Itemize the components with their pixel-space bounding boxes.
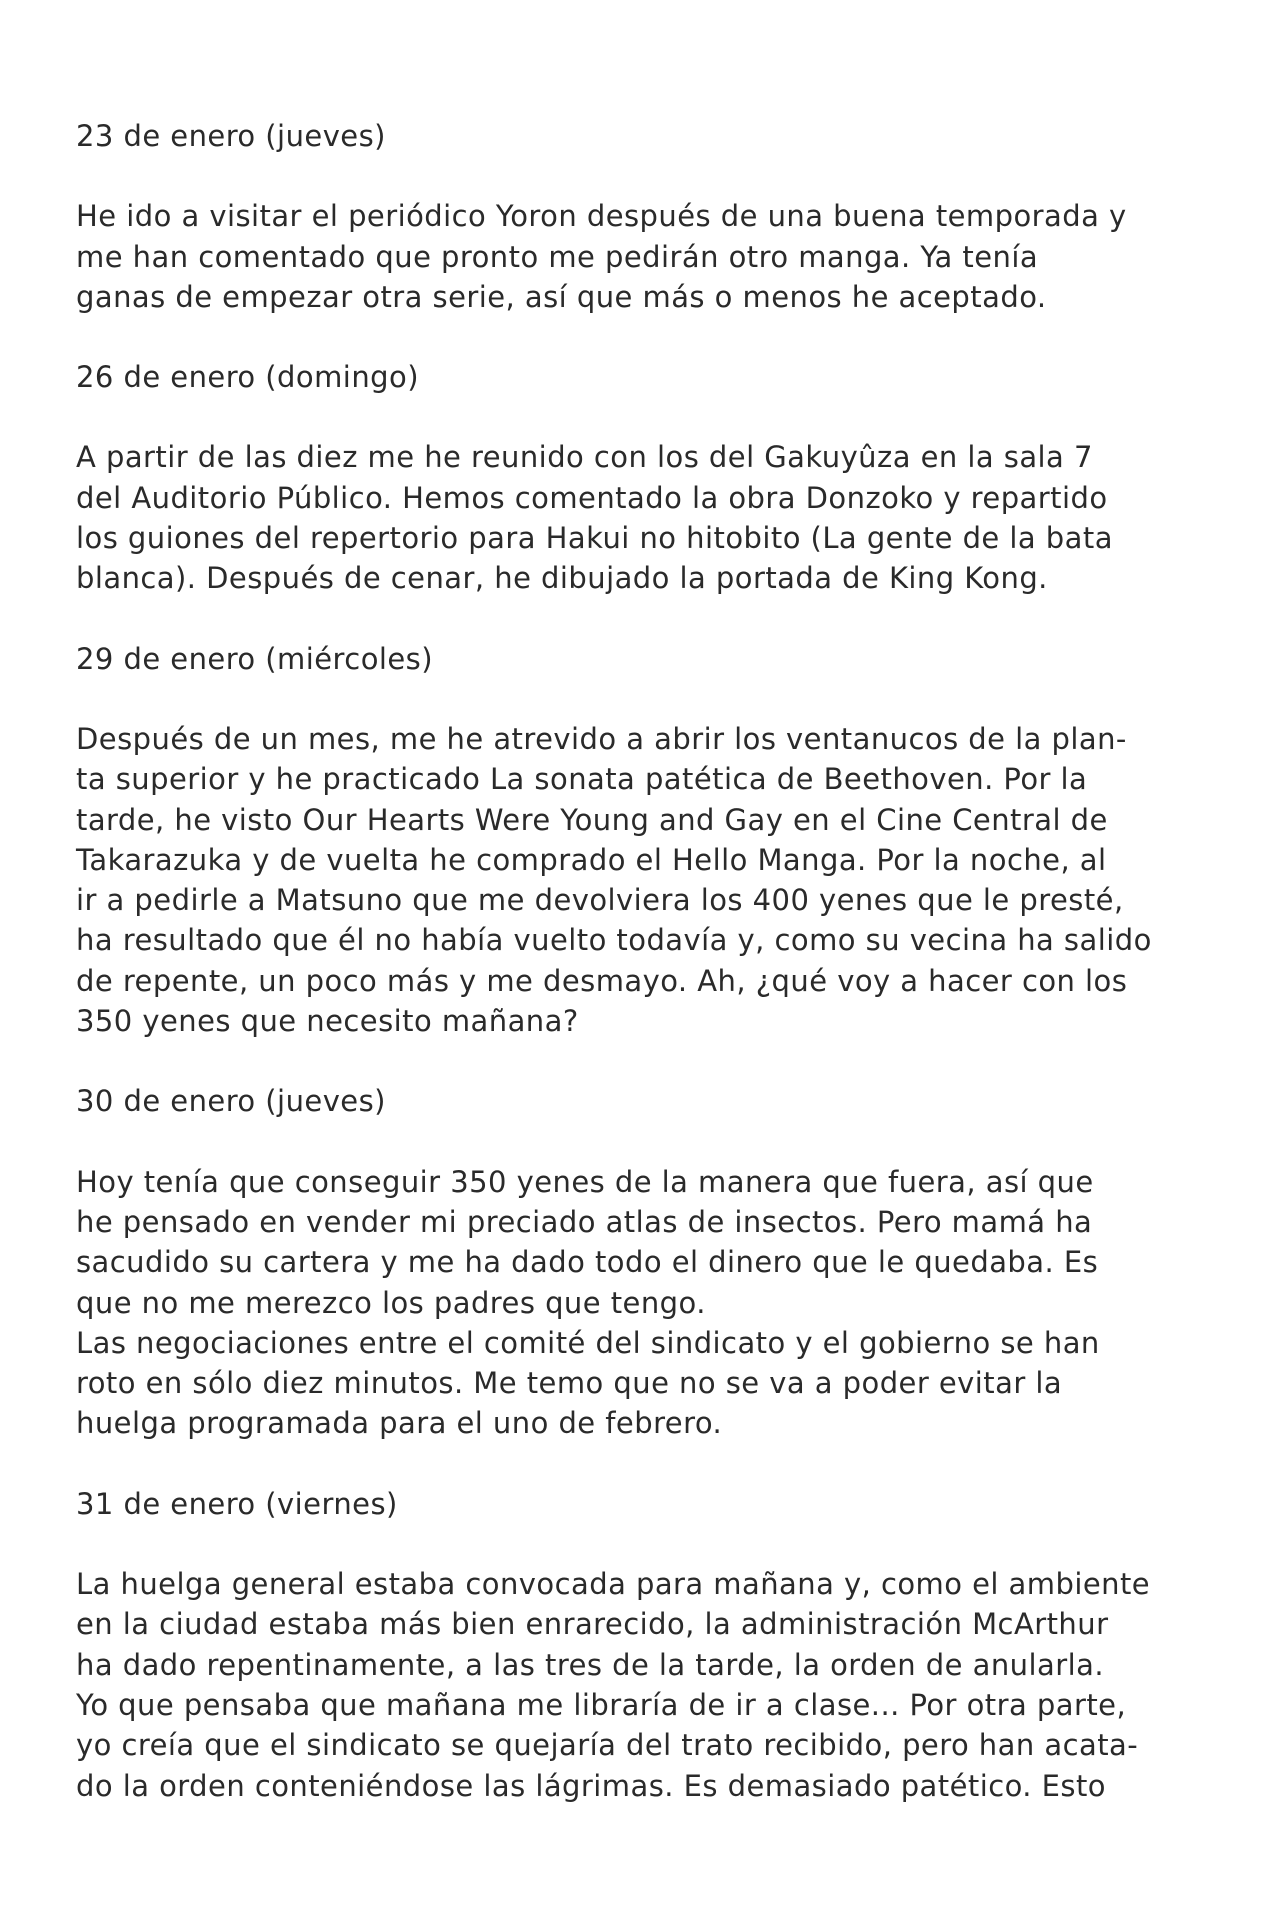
text-line: huelga programada para el uno de febrero. — [76, 1406, 723, 1441]
diary-entry — [76, 116, 1206, 317]
entry-body — [76, 719, 1206, 1041]
entry-body — [76, 1564, 1206, 1806]
text-line: La huelga general estaba convocada para mañana y, como el ambiente — [76, 1567, 1151, 1602]
text-line: do la orden conteniéndose las lágrimas. Es demasiado patético. Esto — [76, 1768, 1106, 1803]
text-line: Las negociaciones entre el comité del sindicato y el gobierno se han — [76, 1325, 1100, 1360]
text-line: ha resultado que él no había vuelto todavía y, como su vecina ha salido — [76, 923, 1152, 958]
text-line: que no me merezco los padres que tengo. — [76, 1285, 706, 1320]
text-line: del Auditorio Público. Hemos comentado la obra Donzoko y repartido — [76, 480, 1108, 515]
text-line: de repente, un poco más y me desmayo. Ah, ¿qué voy a hacer con los — [76, 963, 1128, 998]
entry-body — [76, 196, 1206, 317]
entry-date: 30 de enero (jueves) — [76, 1084, 386, 1119]
text-line: Takarazuka y de vuelta he comprado el Hello Manga. Por la noche, al — [76, 842, 1107, 877]
text-line: he pensado en vender mi preciado atlas de insectos. Pero mamá ha — [76, 1204, 1093, 1239]
diary-entry — [76, 639, 1206, 1042]
diary-entry — [76, 357, 1206, 598]
text-line: en la ciudad estaba más bien enrarecido, la administración McArthur — [76, 1607, 1109, 1642]
text-line: Yo que pensaba que mañana me libraría de ir a clase... Por otra parte, — [76, 1687, 1127, 1722]
text-line: Hoy tenía que conseguir 350 yenes de la manera que fuera, así que — [76, 1164, 1094, 1199]
diary-entry — [76, 1484, 1206, 1806]
text-line: 350 yenes que necesito mañana? — [76, 1004, 579, 1039]
text-line: ir a pedirle a Matsuno que me devolviera los 400 yenes que le presté, — [76, 883, 1124, 918]
text-line: Después de un mes, me he atrevido a abrir los ventanucos de la plan- — [76, 721, 1127, 756]
text-line: me han comentado que pronto me pedirán otro manga. Ya tenía — [76, 239, 1039, 274]
text-line: ha dado repentinamente, a las tres de la tarde, la orden de anularla. — [76, 1647, 1104, 1682]
entry-date: 31 de enero (viernes) — [76, 1486, 398, 1521]
entry-body — [76, 437, 1206, 598]
text-line: sacudido su cartera y me ha dado todo el dinero que le quedaba. Es — [76, 1245, 1099, 1280]
text-line: los guiones del repertorio para Hakui no hitobito (La gente de la bata — [76, 521, 1113, 556]
text-line: He ido a visitar el periódico Yoron después de una buena temporada y — [76, 199, 1127, 234]
entry-body — [76, 1162, 1206, 1444]
text-line: blanca). Después de cenar, he dibujado la portada de King Kong. — [76, 561, 1048, 596]
entry-date: 23 de enero (jueves) — [76, 119, 386, 153]
text-line: yo creía que el sindicato se quejaría del trato recibido, pero han acata- — [76, 1728, 1139, 1763]
text-line: tarde, he visto Our Hearts Were Young and Gay en el Cine Central de — [76, 802, 1108, 837]
entry-date: 29 de enero (miércoles) — [76, 641, 434, 676]
text-line: ta superior y he practicado La sonata patética de Beethoven. Por la — [76, 762, 1088, 797]
text-line: ganas de empezar otra serie, así que más o menos he aceptado. — [76, 279, 1047, 314]
text-line: roto en sólo diez minutos. Me temo que no se va a poder evitar la — [76, 1366, 1063, 1401]
text-line: A partir de las diez me he reunido con los del Gakuyûza en la sala 7 — [76, 440, 1093, 475]
diary-entry — [76, 1081, 1206, 1443]
entry-date: 26 de enero (domingo) — [76, 360, 419, 395]
diary-page — [76, 116, 1206, 1806]
